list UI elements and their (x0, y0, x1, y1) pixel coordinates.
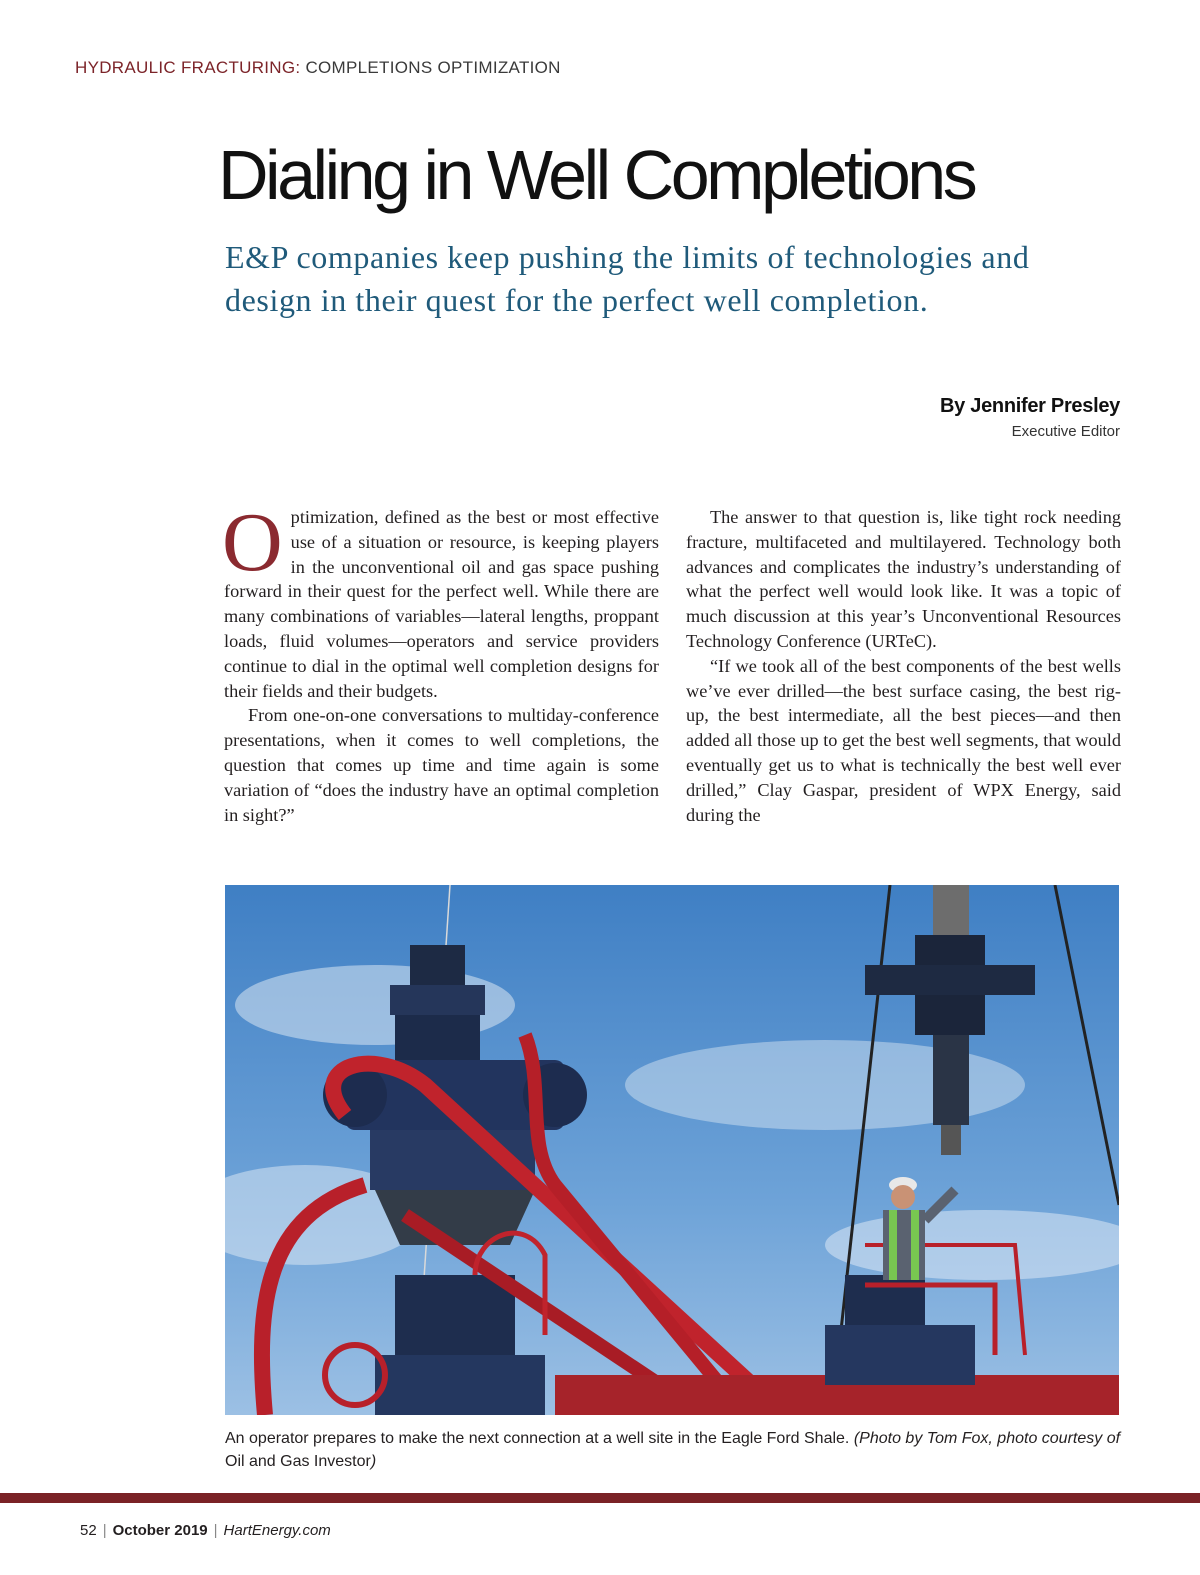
article-photo (225, 885, 1119, 1415)
author-name: By Jennifer Presley (940, 395, 1120, 417)
body-column-right (686, 505, 1121, 827)
paragraph-text: ptimization, defined as the best or most effective use of a situation or resource, is keeping players in the unconventional oil and gas space pushing forward in their quest for the perfect well. While there are many combinations of variables—lateral lengths, proppant loads, fluid volumes—operators and service providers continue to dial in the optimal well completion designs for their fields and their budgets. (224, 507, 659, 701)
caption-text: An operator prepares to make the next connection at a well site in the Eagle Ford Shale. (225, 1430, 850, 1447)
body-paragraph: “If we took all of the best components of the best wells we’ve ever drilled—the best surface casing, the best rig-up, the best intermediate, all the best pieces—and then added all those up to get the best well segments, that would eventually get us to what is technically the best well ever drilled,” Clay Gaspar, president of WPX Energy, said during the (686, 655, 1121, 825)
drop-cap: O (222, 496, 283, 589)
footer-rule (0, 1493, 1200, 1503)
credit-close: ) (370, 1453, 377, 1470)
article-deck: E&P companies keep pushing the limits of technologies and design in their quest for the perfect well completion. (225, 239, 1030, 318)
footer-separator: | (102, 1522, 107, 1539)
issue-date: October 2019 (112, 1522, 208, 1539)
author-role: Executive Editor (1011, 423, 1120, 440)
page-number: 52 (80, 1522, 97, 1539)
footer-separator: | (213, 1522, 218, 1539)
page-footer (80, 1522, 331, 1539)
credit-publication: Oil and Gas Investor (225, 1453, 371, 1470)
body-paragraph: The answer to that question is, like tight rock needing fracture, multifaceted and multilayered. Technology both advances and complicates the industry’s understanding of what the perfect well would look like. It was a topic of much discussion at this year’s Unconventional Resources Technology Conference (URTeC). (686, 507, 1121, 651)
website-link[interactable]: HartEnergy.com (223, 1522, 331, 1539)
article-title: Dialing in Well Completions (218, 136, 975, 214)
photo-caption (225, 1427, 1125, 1473)
kicker-category: HYDRAULIC FRACTURING: (75, 58, 301, 77)
photo-credit: (Photo by Tom Fox, photo courtesy of (853, 1430, 1121, 1447)
body-paragraph (222, 496, 659, 703)
byline (940, 395, 1120, 440)
body-paragraph: From one-on-one conversations to multiday-conference presentations, when it comes to well completions, the question that comes up time and time again is some variation of “does the industry have an optimal completion in sight?” (224, 705, 659, 825)
kicker-section: COMPLETIONS OPTIMIZATION (300, 58, 561, 77)
section-kicker (75, 58, 561, 78)
body-column-left (222, 496, 659, 827)
